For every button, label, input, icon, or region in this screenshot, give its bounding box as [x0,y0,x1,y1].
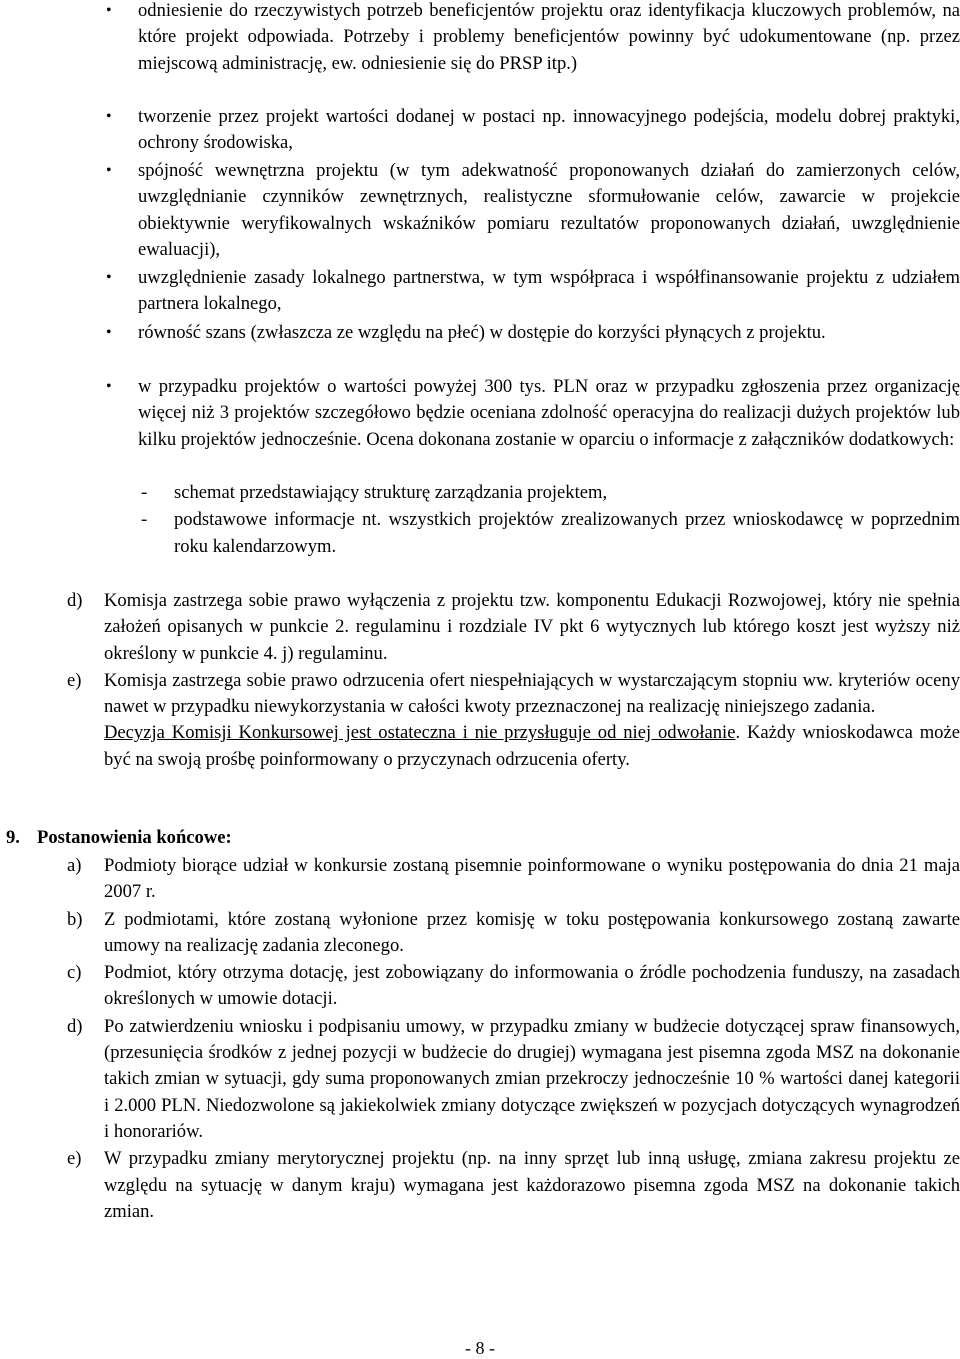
decision-final-note: Decyzja Komisji Konkursowej jest ostateczna i nie przysługuje od niej odwołanie [104,722,736,744]
rule-item [0,588,960,667]
bullet-item: • w przypadku projektów o wartości powyżej 300 tys. PLN oraz w przypadku zgłoszenia przez organizację więcej niż 3 projektów szczegółowo będzie oceniana zdolność operacyjna do realizacji dużych projektów lub kilku projektów jednocześnie. Ocena dokonana zostanie w oparciu o informacje z załączników dodatkowych: [0,374,960,453]
provision-item [0,960,960,1013]
item-text: Podmioty biorące udział w konkursie zostaną pisemnie poinformowane o wyniku postępowania do dnia 21 maja 2007 r. [104,855,960,903]
item-text: W przypadku zmiany merytorycznej projektu (np. na inny sprzęt lub inną usługę, zmiana zakresu projektu ze względu na sytuację w danym kraju) wymagana jest każdorazowo pisemna zgoda MSZ na dokonanie takich zmian. [104,1148,960,1222]
item-label: e) [67,669,82,691]
bullet-item: • równość szans (zwłaszcza ze względu na płeć) w dostępie do korzyści płynących z projektu. [0,320,960,346]
dash-item-text: podstawowe informacje nt. wszystkich projektów zrealizowanych przez wnioskodawcę w poprzednim roku kalendarzowym. [174,509,960,557]
decision-rest: . Każdy wnioskodawca może być na swoją prośbę poinformowany o przyczynach odrzucenia oferty. [104,722,960,770]
item-label: b) [67,908,83,930]
section-number: 9. [6,827,20,848]
dash-item [138,507,960,560]
bullet-item: • tworzenie przez projekt wartości dodanej w postaci np. innowacyjnego podejścia, modelu dobrej praktyki, ochrony środowiska, [0,104,960,157]
provision-item [0,853,960,906]
bullet-item: • spójność wewnętrzna projektu (w tym adekwatność proponowanych działań do zamierzonych celów, uwzględnianie czynników zewnętrznych, realistyczne sformułowanie celów, zawarcie w projekcie obiektywnie weryfikowalnych wskaźników pomiaru rezultatów proponowanych działań, uwzględnienie ewaluacji), [0,158,960,263]
dash-marker: - [141,482,148,503]
provision-item [0,907,960,960]
item-label: d) [67,1015,83,1037]
section-title: Postanowienia końcowe: [37,827,232,848]
item-text: Z podmiotami, które zostaną wyłonione przez komisję w toku postępowania konkursowego zostaną zawarte umowy na realizację zadania zleconego. [104,908,960,956]
item-text: Podmiot, który otrzyma dotację, jest zobowiązany do informowania o źródle pochodzenia funduszy, na zasadach określonych w umowie dotacji. [104,962,960,1010]
rule-item [0,668,960,721]
dash-marker: - [141,509,148,531]
commission-rules [0,588,960,773]
provision-item [0,1146,960,1225]
attachments-list [138,480,960,560]
item-label: a) [67,855,82,876]
bullet-item: • odniesienie do rzeczywistych potrzeb beneficjentów projektu oraz identyfikacja kluczowych problemów, na które projekt odpowiada. Potrzeby i problemy beneficjentów powinny być udokumentowane (np. przez miejscową administrację, ew. odniesienie się do PRSP itp.) [0,0,960,77]
item-text: Komisja zastrzega sobie prawo wyłączenia z projektu tzw. komponentu Edukacji Rozwojowej, który nie spełnia założeń opisanych w punkcie 2. regulaminu i rozdziale IV pkt 6 wytycznych lub którego koszt jest wyższy niż określony w punkcie 4. j) regulaminu. [104,590,960,664]
decision-paragraph [0,720,960,773]
item-text: Komisja zastrzega sobie prawo odrzucenia ofert niespełniających w wystarczającym stopniu ww. kryteriów oceny nawet w przypadku niewykorzystania w całości kwoty przeznaczonej na realizację niniejszego zadania. [104,669,960,718]
page-number: - 8 - [465,1338,495,1358]
item-text: Po zatwierdzeniu wniosku i podpisaniu umowy, w przypadku zmiany w budżecie dotyczącej spraw finansowych, (przesunięcia środków z jednej pozycji w budżecie do drugiej) wymagana jest pisemna zgoda MSZ na dokonanie takich zmian w sytuacji, gdy suma proponowanych zmian przekroczy jednocześnie 10 % wartości danej kategorii i 2.000 PLN. Niedozwolone są jakiekolwiek zmiany dotyczące zwiększeń w pozycjach dotyczących wynagrodzeń i honorariów. [104,1015,960,1142]
item-label: c) [67,962,82,984]
bullet-item: • uwzględnienie zasady lokalnego partnerstwa, w tym współpraca i współfinansowanie projektu z udziałem partnera lokalnego, [0,265,960,318]
final-provisions-list [0,853,960,1225]
item-label: d) [67,590,83,611]
provision-item [0,1014,960,1145]
item-label: e) [67,1148,82,1170]
dash-item [138,480,960,506]
dash-item-text: schemat przedstawiający strukturę zarządzania projektem, [174,482,608,503]
